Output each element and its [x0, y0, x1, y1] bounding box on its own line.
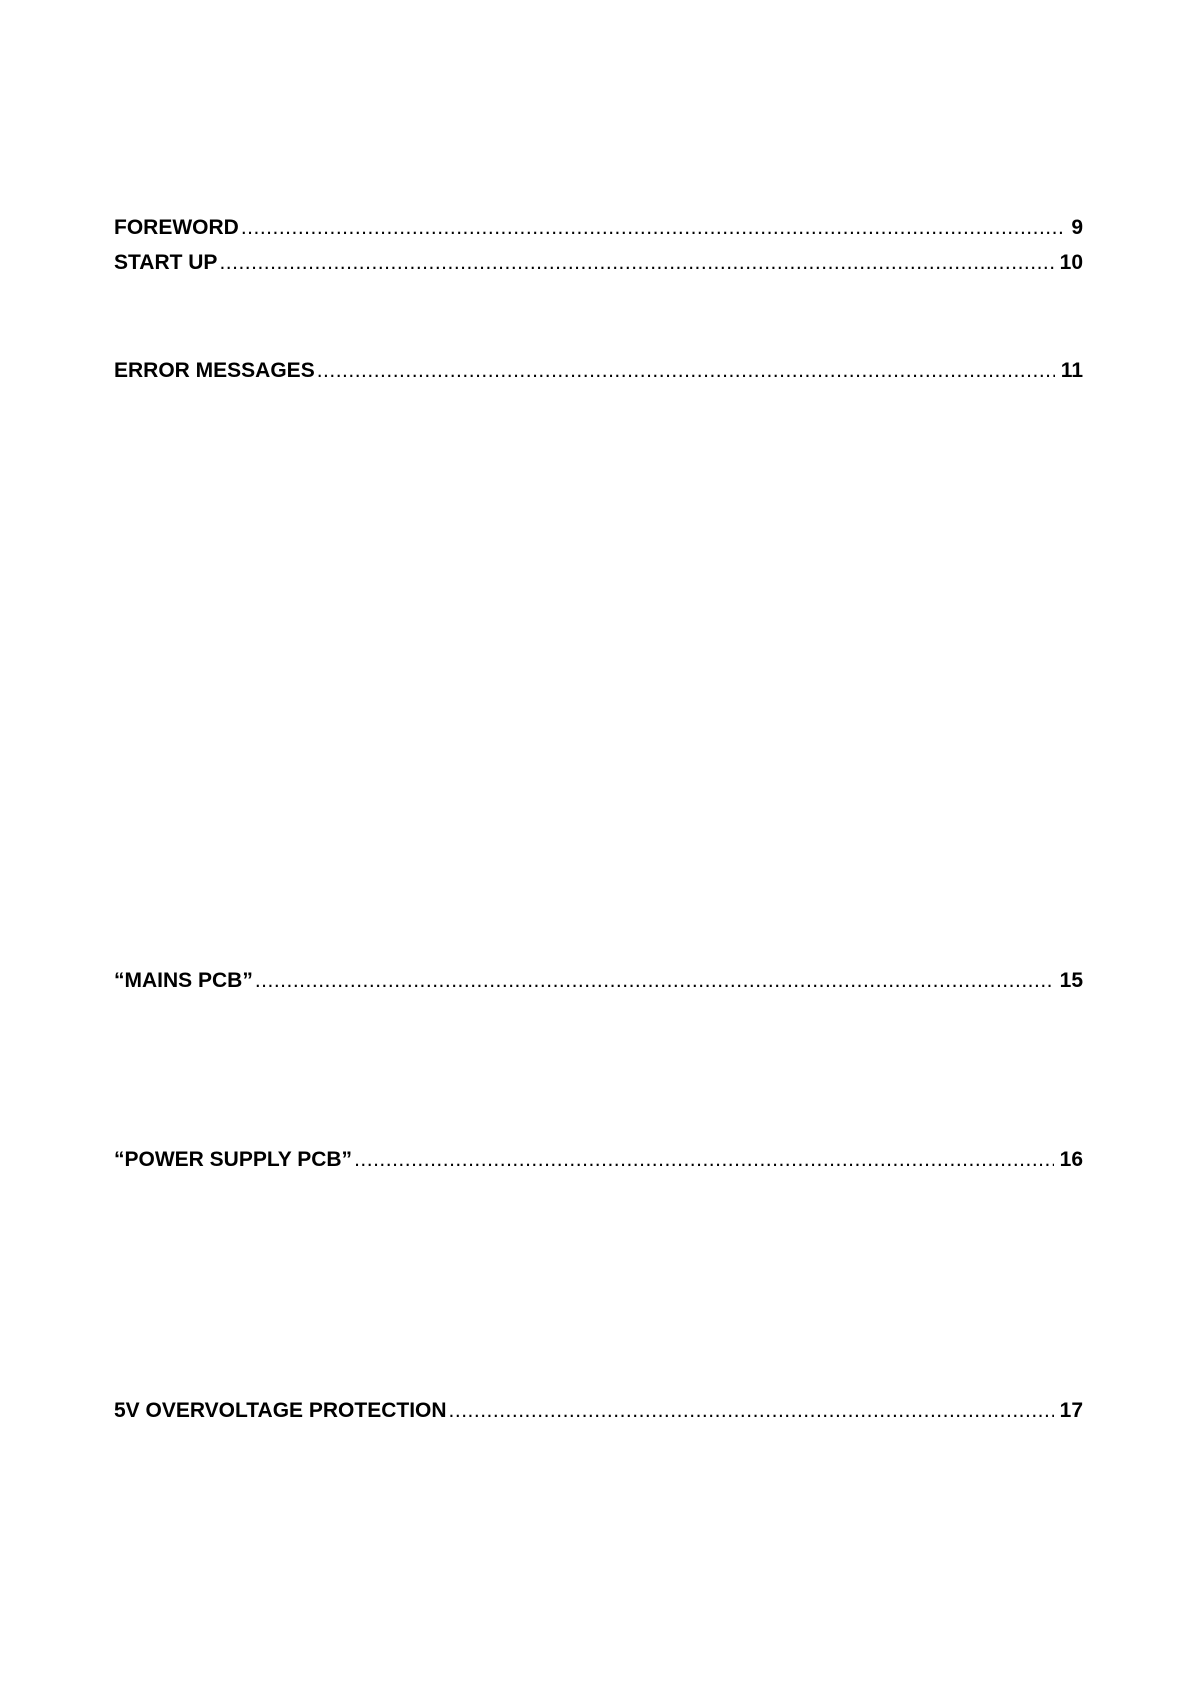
toc-dot-leader	[317, 356, 1055, 386]
toc-entry-page: 10	[1059, 251, 1083, 274]
toc-entry-start-up[interactable]	[114, 248, 1083, 278]
toc-dot-leader	[354, 1145, 1054, 1175]
toc-entry-page: 17	[1059, 1399, 1083, 1422]
toc-dot-leader	[219, 248, 1053, 278]
toc-entry-title: ERROR MESSAGES	[114, 359, 315, 382]
toc-entry-title: START UP	[114, 251, 218, 274]
toc-dot-leader	[255, 966, 1054, 996]
toc-entry-title: “MAINS PCB”	[114, 969, 253, 992]
toc-entry-page: 15	[1059, 969, 1083, 992]
toc-entry-page: 9	[1071, 216, 1083, 239]
toc-entry-page: 16	[1059, 1148, 1083, 1171]
toc-entry-mains-pcb[interactable]	[114, 966, 1083, 996]
toc-entry-title: “POWER SUPPLY PCB”	[114, 1148, 353, 1171]
toc-entry-page: 11	[1060, 359, 1083, 382]
toc-entry-power-supply-pcb[interactable]	[114, 1145, 1083, 1175]
toc-entry-title: FOREWORD	[114, 216, 239, 239]
toc-entry-foreword[interactable]	[114, 213, 1083, 243]
toc-entry-error-messages[interactable]	[114, 356, 1083, 386]
toc-entry-title: 5V OVERVOLTAGE PROTECTION	[114, 1399, 447, 1422]
toc-entry-5v-overvoltage-protection[interactable]	[114, 1396, 1083, 1426]
toc-dot-leader	[241, 213, 1065, 243]
toc-dot-leader	[449, 1396, 1054, 1426]
